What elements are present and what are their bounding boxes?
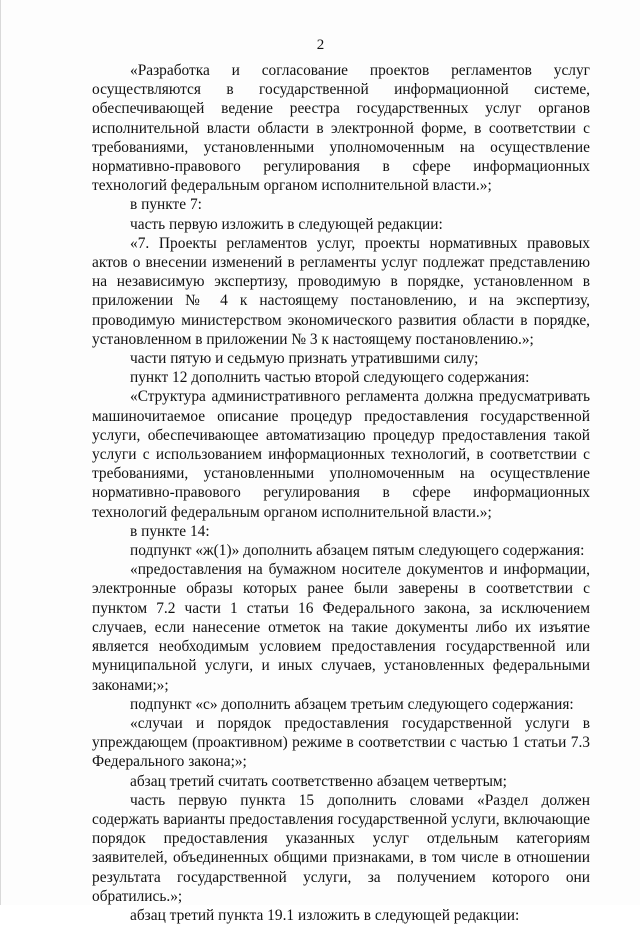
document-body (92, 61, 590, 925)
paragraph-intro-quote: «Разработка и согласование проектов регламентов услуг осуществляются в государственной информационной системе, обеспечивающей ведение реестра государственных услуг органов исполнительной власти области в электронной форме, в соответствии с требованиями, установленными уполномоченным на осуществление нормативно-правового регулирования в сфере информационных технологий федеральным органом исполнительной власти.»; (92, 62, 590, 195)
paragraph-item14: в пункте 14: (130, 522, 210, 540)
paragraph-subitem-s: подпункт «с» дополнить абзацем третьим следующего содержания: (130, 695, 574, 713)
paragraph-item7: в пункте 7: (130, 196, 202, 214)
paragraph-item15: часть первую пункта 15 дополнить словами «Раздел должен содержать варианты предоставления государственной услуги, включающие порядок предоставления указанных услуг отдельным категориям заявителей, объединенных общими признаками, в том числе в отношении результата государственной услуги, за получением которого они обратились.»; (92, 791, 590, 905)
paragraph-parts-repealed: части пятую и седьмую признать утратившими силу; (130, 350, 479, 368)
page-number: 2 (316, 37, 325, 53)
paragraph-subitem-s-quote: «случаи и порядок предоставления государственной услуги в упреждающем (проактивном) режиме в соответствии с частью 1 статьи 7.3 Федерального закона;»; (92, 714, 590, 771)
paragraph-item19-1: абзац третий пункта 19.1 изложить в следующей редакции: (130, 906, 520, 924)
paragraph-abzac-renumber: абзац третий считать соответственно абзацем четвертым; (130, 772, 507, 790)
paragraph-subitem-zh1: подпункт «ж(1)» дополнить абзацем пятым следующего содержания: (130, 542, 585, 560)
paragraph-item12-quote: «Структура административного регламента должна предусматривать машиночитаемое описание процедур предоставления государственной услуги, обеспечивающее автоматизацию процедур предоставления такой услуги с использованием информационных технологий, в соответствии с требованиями, установленными уполномоченным на осуществление нормативно-правового регулирования в сфере информационных технологий федеральным органом исполнительной власти.»; (92, 388, 590, 521)
paragraph-item7-part1: часть первую изложить в следующей редакции: (130, 215, 443, 233)
paragraph-item7-quote: «7. Проекты регламентов услуг, проекты нормативных правовых актов о внесении изменений в регламенты услуг подлежат представлению на независимую экспертизу, проводимую в порядке, установленном в приложении № 4 к настоящему постановлению, и на экспертизу, проводимую министерством экономического развития области в порядке, установленном в приложении № 3 к настоящему постановлению.»; (92, 234, 590, 348)
paragraph-subitem-zh1-quote: «предоставления на бумажном носителе документов и информации, электронные образы которых ранее были заверены в соответствии с пунктом 7.2 части 1 статьи 16 Федерального закона, за исключением случаев, если нанесение отметок на такие документы либо их изъятие является необходимым условием предоставления государственной или муниципальной услуги, и иных случаев, установленных федеральными законами;»; (92, 561, 590, 694)
paragraph-item12: пункт 12 дополнить частью второй следующего содержания: (130, 369, 530, 387)
